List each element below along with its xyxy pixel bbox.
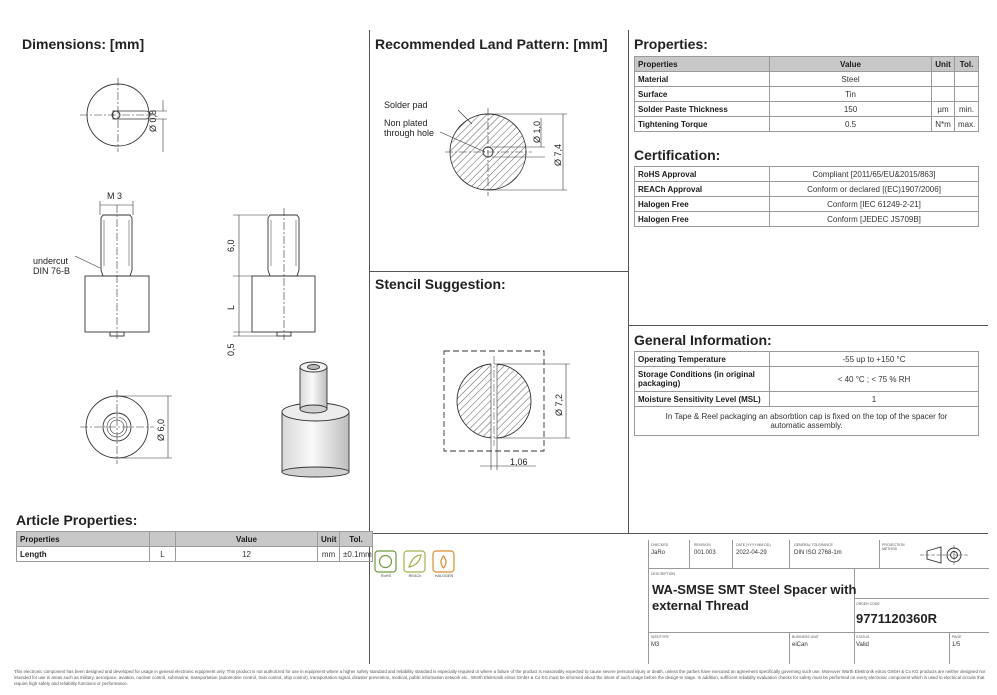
business-unit-label: BUSINESS UNIT xyxy=(792,635,819,639)
general-heading: General Information: xyxy=(634,332,772,348)
description-field xyxy=(651,572,675,576)
din-label: DIN 76-B xyxy=(33,266,71,276)
cert-value-cell: Conform or declared [(EC)1907/2006] xyxy=(770,182,979,197)
article-sym-header xyxy=(150,532,176,547)
status-value: Valid xyxy=(856,642,869,648)
prop-cell: Tightening Torque xyxy=(635,117,770,132)
unit-cell xyxy=(932,87,955,102)
size-field xyxy=(651,635,669,648)
prop-cell: Solder Paste Thickness xyxy=(635,102,770,117)
tol-header: Tol. xyxy=(955,57,979,72)
table-row xyxy=(635,117,979,132)
date-field xyxy=(736,543,771,556)
table-row xyxy=(635,182,979,197)
prop-cell: Material xyxy=(635,72,770,87)
non-plated-label: Non plated xyxy=(384,118,428,128)
tol-cell: min. xyxy=(955,102,979,117)
dim-6-label: 6,0 xyxy=(226,239,236,252)
unit-header: Unit xyxy=(932,57,955,72)
size-label: SIZE/TYPE xyxy=(651,635,669,639)
dim-L-label: L xyxy=(226,304,236,310)
checked-value: JaRo xyxy=(651,550,666,556)
checked-label: CHECKED xyxy=(651,543,669,547)
page-field xyxy=(952,635,961,648)
properties-table xyxy=(634,56,979,132)
order-code: 9771120360R xyxy=(856,611,937,626)
tol-cell xyxy=(955,87,979,102)
table-row xyxy=(635,102,979,117)
general-prop-cell: Storage Conditions (in original packaging) xyxy=(635,367,770,392)
properties-header: Properties xyxy=(635,57,770,72)
article-unit-cell: mm xyxy=(318,547,340,562)
tol-cell: max. xyxy=(955,117,979,132)
status-label: STATUS xyxy=(856,635,870,639)
value-header: Value xyxy=(770,57,932,72)
land-pattern-heading: Recommended Land Pattern: [mm] xyxy=(375,36,608,52)
description-line-1: WA-SMSE SMT Steel Spacer with xyxy=(652,582,857,597)
business-unit-field xyxy=(792,635,819,648)
cert-prop-cell: RoHS Approval xyxy=(635,167,770,182)
table-row xyxy=(635,167,979,182)
table-row xyxy=(635,212,979,227)
article-prop-header: Properties xyxy=(17,532,150,547)
article-value-cell: 12 xyxy=(176,547,318,562)
tolerance-field xyxy=(794,543,842,556)
prop-cell: Surface xyxy=(635,87,770,102)
value-cell: Tin xyxy=(770,87,932,102)
tol-cell xyxy=(955,72,979,87)
page-label: PAGE xyxy=(952,635,962,639)
table-row xyxy=(635,72,979,87)
cert-prop-cell: Halogen Free xyxy=(635,212,770,227)
article-value-header: Value xyxy=(176,532,318,547)
reach-logo: REACh xyxy=(408,574,422,578)
general-prop-cell: Operating Temperature xyxy=(635,352,770,367)
article-heading: Article Properties: xyxy=(16,512,138,528)
value-cell: Steel xyxy=(770,72,932,87)
article-header-row xyxy=(17,532,373,547)
revision-label: REVISION xyxy=(694,543,711,547)
tolerance-label: GENERAL TOLERANCE xyxy=(794,543,833,547)
business-unit-value: eiCan xyxy=(792,642,808,648)
table-row xyxy=(635,352,979,367)
solder-pad-label: Solder pad xyxy=(384,100,428,110)
divider-titleblock xyxy=(369,533,988,534)
divider-general xyxy=(628,325,988,326)
stencil-106-label: 1,06 xyxy=(510,457,528,467)
rohs-logo: RoHS xyxy=(380,574,392,578)
article-tol-header: Tol. xyxy=(340,532,373,547)
certification-table xyxy=(634,166,979,227)
general-value-cell: 1 xyxy=(770,392,979,407)
cert-value-cell: Conform [IEC 61249-2-21] xyxy=(770,197,979,212)
order-field xyxy=(856,602,880,606)
dim-d60-label: Ø 6,0 xyxy=(156,418,166,441)
projection-label: PROJECTION METHOD xyxy=(882,543,905,551)
status-field xyxy=(856,635,869,648)
table-row xyxy=(635,392,979,407)
land-d10-label: Ø 1,0 xyxy=(532,120,542,143)
dim-d08-label: Ø 0,8 xyxy=(148,109,158,132)
article-table xyxy=(16,531,373,562)
date-value: 2022-04-29 xyxy=(736,550,767,556)
article-tol-cell: ±0.1mm xyxy=(340,547,373,562)
projection-field xyxy=(882,543,910,551)
cert-value-cell: Conform [JEDEC JS709B] xyxy=(770,212,979,227)
projection-symbol-icon xyxy=(0,0,1,1)
table-row xyxy=(17,547,373,562)
table-row xyxy=(635,87,979,102)
general-value-cell: < 40 °C ; < 75 % RH xyxy=(770,367,979,392)
divider-left xyxy=(369,30,370,664)
cert-value-cell: Compliant [2011/65/EU&2015/863] xyxy=(770,167,979,182)
dimensions-heading: Dimensions: [mm] xyxy=(22,36,145,52)
checked-field xyxy=(651,543,668,556)
disclaimer-text: This electronic component has been designed and developed for usage in general electronic equipment only. This product is not authorized for use in equipment where a higher safety standard and reliability standard is especially required or where a failure of the product is reasonably expected to cause severe personal injury or death, unless the parties have executed an agreement specifically governing such use. Moreover Würth Elektronik eiSos GmbH & Co KG products are neither designed nor intended for use in areas such as military, aerospace, aviation, nuclear control, submarine, transportation (automotive control, train control, ship control), transportation signal, disaster prevention, medical, public information network etc.. Würth Elektronik eiSos GmbH & Co KG must be informed about the intent of such usage before the design-in stage. In addition, sufficient reliability evaluation checks for safety must be performed on every electronic component which is used in electrical circuits that require high safety and reliability functions or performance. xyxy=(14,669,986,686)
undercut-label: undercut xyxy=(33,256,69,266)
table-row xyxy=(635,197,979,212)
dim-m3-label: M 3 xyxy=(107,191,123,201)
order-label: ORDER CODE xyxy=(856,602,880,606)
unit-cell: µm xyxy=(932,102,955,117)
article-prop-cell: Length xyxy=(17,547,150,562)
description-text xyxy=(652,582,856,614)
general-info-table xyxy=(634,351,979,436)
description-line-2: external Thread xyxy=(652,598,749,613)
stencil-heading: Stencil Suggestion: xyxy=(375,276,506,292)
article-unit-header: Unit xyxy=(318,532,340,547)
page-value: 1/5 xyxy=(952,642,961,648)
certification-heading: Certification: xyxy=(634,147,721,163)
date-label: DATE (YYYY-MM-DD) xyxy=(736,543,771,547)
general-value-cell: -55 up to +150 °C xyxy=(770,352,979,367)
article-sym-cell: L xyxy=(150,547,176,562)
properties-header-row xyxy=(635,57,979,72)
unit-cell xyxy=(932,72,955,87)
table-row xyxy=(635,407,979,436)
cert-prop-cell: REACh Approval xyxy=(635,182,770,197)
divider-mid xyxy=(628,30,629,533)
value-cell: 150 xyxy=(770,102,932,117)
properties-heading: Properties: xyxy=(634,36,708,52)
general-note-cell: In Tape & Reel packaging an absorbtion cap is fixed on the top of the spacer for automatic assembly. xyxy=(635,407,979,436)
value-cell: 0.5 xyxy=(770,117,932,132)
revision-field xyxy=(694,543,716,556)
table-row xyxy=(635,367,979,392)
dim-05-label: 0,5 xyxy=(226,343,236,356)
stencil-d72-label: Ø 7,2 xyxy=(554,393,564,416)
revision-value: 001.003 xyxy=(694,550,716,556)
divider-stencil xyxy=(369,271,629,272)
halogen-logo: HALOGEN xyxy=(434,574,454,578)
general-prop-cell: Moisture Sensitivity Level (MSL) xyxy=(635,392,770,407)
unit-cell: N*m xyxy=(932,117,955,132)
cert-prop-cell: Halogen Free xyxy=(635,197,770,212)
land-d74-label: Ø 7,4 xyxy=(553,143,563,166)
tolerance-value: DIN ISO 2768-1m xyxy=(794,550,842,556)
size-value: M3 xyxy=(651,642,660,648)
description-label: DESCRIPTION xyxy=(651,572,675,576)
through-hole-label: through hole xyxy=(384,128,435,138)
